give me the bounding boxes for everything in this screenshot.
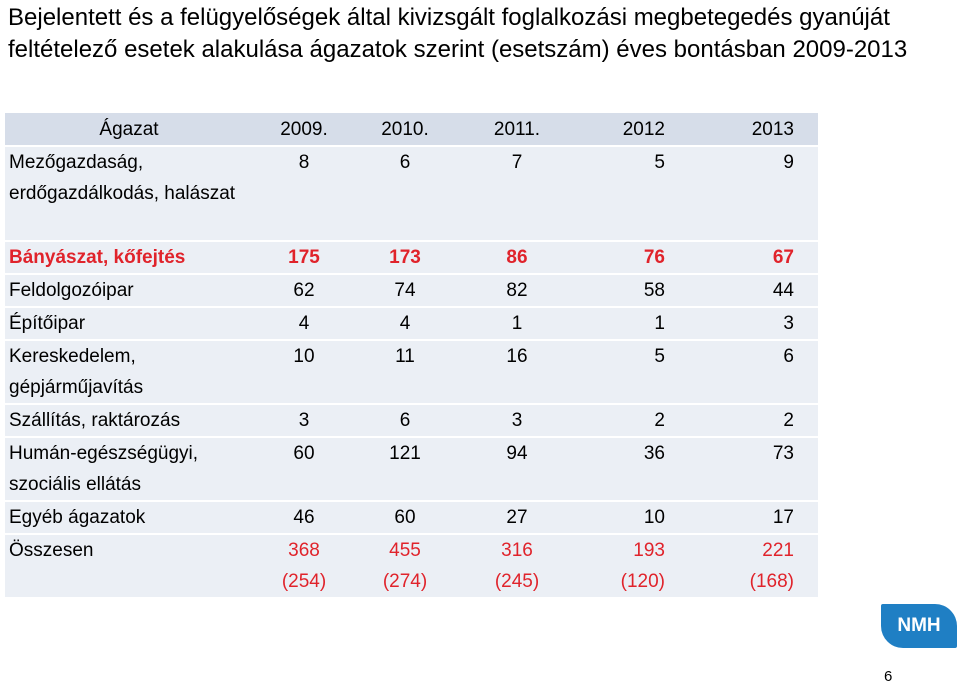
table-cell: 44: [689, 274, 818, 307]
row-label: Humán-egészségügyi, szociális ellátás: [5, 437, 253, 501]
table-cell: 46: [253, 501, 355, 534]
table-cell: 1: [579, 307, 689, 340]
table-row: [5, 501, 818, 534]
table-cell: 5: [579, 146, 689, 241]
row-label: Építőipar: [5, 307, 253, 340]
total-cell: [689, 534, 818, 597]
table-cell: 6: [355, 146, 455, 241]
table-row: [5, 307, 818, 340]
table-cell: 6: [689, 340, 818, 404]
data-table: [5, 113, 818, 597]
row-label: Szállítás, raktározás: [5, 404, 253, 437]
column-header-2011: 2011.: [455, 113, 579, 146]
table-cell: 2: [579, 404, 689, 437]
table-row-highlighted: [5, 241, 818, 274]
table-cell: 3: [455, 404, 579, 437]
total-value: 455: [389, 540, 421, 561]
table-cell: 16: [455, 340, 579, 404]
total-subvalue: (254): [281, 571, 327, 592]
row-label: Bányászat, kőfejtés: [5, 241, 253, 274]
table-cell: 6: [355, 404, 455, 437]
table-row: [5, 146, 818, 241]
column-header-2013: 2013: [689, 113, 818, 146]
table-cell: 10: [579, 501, 689, 534]
table-cell: 4: [355, 307, 455, 340]
total-subvalue: (274): [382, 571, 428, 592]
table-row: [5, 340, 818, 404]
table-cell: 3: [253, 404, 355, 437]
table-cell: 58: [579, 274, 689, 307]
total-subvalue: (120): [620, 571, 665, 592]
table-cell: 17: [689, 501, 818, 534]
row-label: Feldolgozóipar: [5, 274, 253, 307]
table-cell: 67: [689, 241, 818, 274]
total-cell: [579, 534, 689, 597]
table-row: [5, 274, 818, 307]
table-cell: 74: [355, 274, 455, 307]
table-cell: 4: [253, 307, 355, 340]
table-cell: 36: [579, 437, 689, 501]
total-value: 221: [762, 540, 794, 561]
total-value: 368: [288, 540, 320, 561]
table-cell: 9: [689, 146, 818, 241]
total-value: 193: [633, 540, 665, 561]
table-cell: 121: [355, 437, 455, 501]
total-subvalue: (168): [749, 571, 794, 592]
table-cell: 60: [253, 437, 355, 501]
total-value: 316: [501, 540, 533, 561]
table-cell: 76: [579, 241, 689, 274]
table-cell: 8: [253, 146, 355, 241]
table-cell: 173: [355, 241, 455, 274]
table-cell: 73: [689, 437, 818, 501]
table-cell: 175: [253, 241, 355, 274]
total-cell: [355, 534, 455, 597]
column-header-2009: 2009.: [253, 113, 355, 146]
page-title: Bejelentett és a felügyelőségek által kivizsgált foglalkozási megbetegedés gyanúját feltételező esetek alakulása ágazatok szerint (esetszám) éves bontásban 2009-2013: [8, 4, 908, 63]
row-label: Mezőgazdaság, erdőgazdálkodás, halászat: [5, 146, 253, 241]
table-row: [5, 404, 818, 437]
total-label: Összesen: [5, 534, 253, 597]
table-cell: 3: [689, 307, 818, 340]
total-cell: [253, 534, 355, 597]
nmh-logo: NMH: [881, 604, 957, 648]
table-cell: 62: [253, 274, 355, 307]
table-cell: 86: [455, 241, 579, 274]
column-header-2012: 2012: [579, 113, 689, 146]
table-cell: 1: [455, 307, 579, 340]
table-cell: 2: [689, 404, 818, 437]
table-row: [5, 437, 818, 501]
total-cell: [455, 534, 579, 597]
table-cell: 7: [455, 146, 579, 241]
row-label: Egyéb ágazatok: [5, 501, 253, 534]
row-label: Kereskedelem, gépjárműjavítás: [5, 340, 253, 404]
page-number: 6: [884, 668, 893, 685]
table-header-row: [5, 113, 818, 146]
table-cell: 60: [355, 501, 455, 534]
table-cell: 10: [253, 340, 355, 404]
column-header-sector: Ágazat: [5, 113, 253, 146]
table-cell: 82: [455, 274, 579, 307]
table-cell: 5: [579, 340, 689, 404]
total-subvalue: (245): [494, 571, 540, 592]
total-row: [5, 534, 818, 597]
column-header-2010: 2010.: [355, 113, 455, 146]
table-cell: 94: [455, 437, 579, 501]
table-cell: 11: [355, 340, 455, 404]
table-cell: 27: [455, 501, 579, 534]
